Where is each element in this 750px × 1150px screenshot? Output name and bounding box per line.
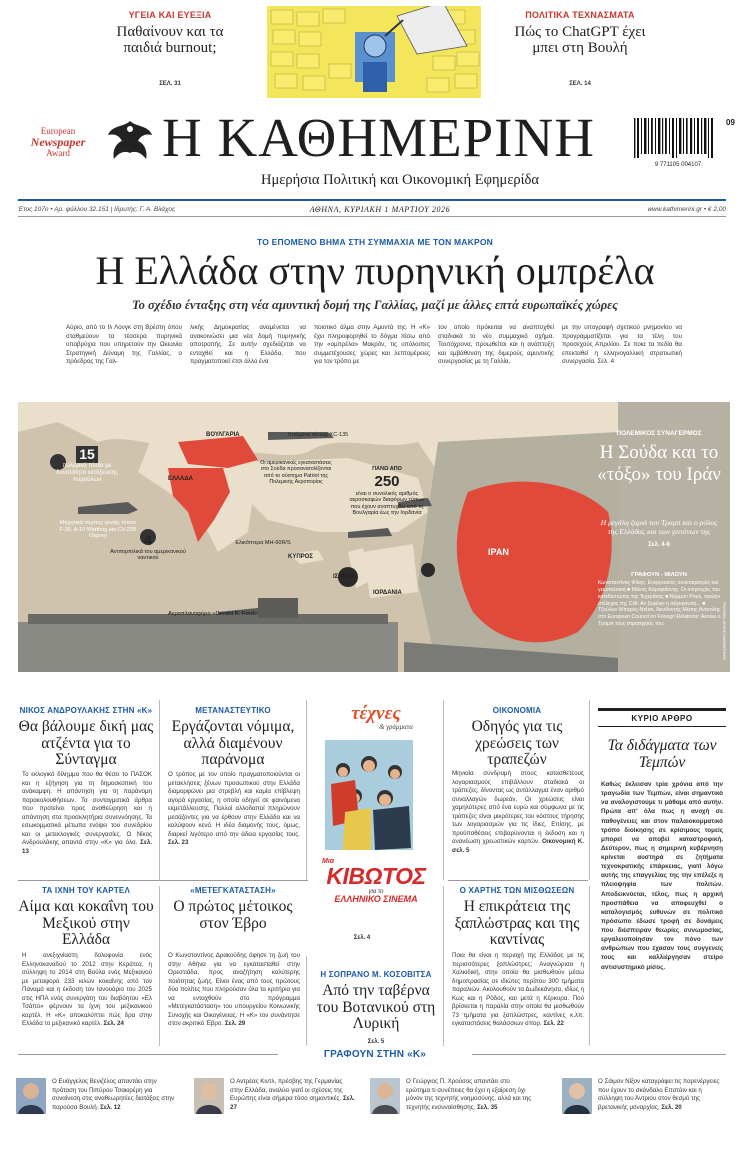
lead-col-4: τον οποίο πρόκειται να αναπτυχθεί σταδιακά το νέο συμμαχικό σχήμα. Ταυτόχρονα, προωθείται και η ανάπτυξη και εμβάθυνση της διμερούς αμυντικής συνεργασίας με τη Γαλλία, <box>438 324 554 366</box>
film-poster[interactable] <box>325 740 413 850</box>
lead-col-2: λικής Δημοκρατίας αναμένεται να ανακοινώσει μια νέα δομή πυρηνικής αποτροπής. Σε αυτήν σχεδιάζεται να ενταχθεί και η Ελλάδα, που πραγματοποιεί έτσι άλλο ένα <box>190 324 306 366</box>
relocation-kicker: «ΜΕΤΕΓΚΑΤΑΣΤΑΣΗ» <box>190 886 276 895</box>
cartel-text: Η ανεξιχνίαστη δολοφονία ενός Ελληνοκαναδού το 2012 στην Κεράτεα, η σύλληψη το 2014 στη Βούλα ενός Μεξικανού με μεταφορά 233 κιλών κοκαΐνης από τον Παναμά και η έκδοση τον Ιανουάριο του 2025 στις ΗΠΑ ενός συνεργάτη του διαβόητου «Ελ Τσάπο» φέρνουν τα ίχνη του μεξικανικού καρτέλ. Η «Κ» αποκαλύπτει πώς δρα στην Ελλάδα το μεξικανικό καρτέλ. Σελ. 24 <box>22 952 152 1028</box>
row-divider <box>18 880 308 881</box>
label-cyprus: ΚΥΠΡΟΣ <box>288 554 313 560</box>
carrier-ship <box>18 622 398 672</box>
lead-subtitle: Το σχέδιο ένταξης στη νέα αμυντική δομή της Γαλλίας, μαζί με άλλες επτά ευρωπαϊκές χώρες <box>132 298 618 312</box>
map-credit: ΓΡΑΦΗΜΑ: ΑΡΧΕΙΟ ΚΑΘΗΜΕΡΙΝΗΣ <box>722 602 726 661</box>
soprano-kicker: Η ΣΟΠΡΑΝΟ Μ. ΚΟΣΟΒΙΤΣΑ <box>320 970 432 979</box>
editorial-rule <box>598 726 726 727</box>
authors-rule-left <box>18 1054 278 1055</box>
soprano-title[interactable]: Από την ταβέρνα του Βοτανικού στη Λυρική <box>316 982 436 1033</box>
teaser-left-title[interactable]: Παθαίνουν και τα παιδιά burnout; <box>116 24 224 57</box>
col-rule <box>159 700 160 880</box>
poster-art <box>325 740 413 850</box>
callout-tankers: Ιπτάμενα τάνκερ KC-135 <box>288 432 349 438</box>
relocation-title[interactable]: Ο πρώτος μέτοικος στον Έβρο <box>173 898 293 932</box>
dateline-right: www.kathimerini.gr • € 2,00 <box>647 206 726 213</box>
author-photo-venizelos <box>16 1078 46 1114</box>
row-divider <box>448 880 588 881</box>
economy-text: Μηνιαία συνδρομή στους κατασθετέους λογαριασμούς επιβάλλουν σταδιακά οι τράπεζες, δίνοντας ως αντάλλαγμα έναν αριθμό συναλλαγών δωρεάν. Οι χρεώσεις είναι χαμηλότερες από ένα ευρώ και σύμφωνα με τις τράπεζες είναι μικρότερες του κόστους τήρησης των λογαριασμών για τις ίδιες. Επίσης, με προϋποθέσεις επιβαρύνονται η έκδοση και η ανανέωση χρεωστικών καρτών. Οικονομική Κ. σελ. 5 <box>452 770 584 854</box>
economy-title[interactable]: Οδηγός για τις χρεώσεις των τραπεζών <box>471 718 563 769</box>
editorial-text: Καθώς έκλεισαν τρία χρόνια από την τραγωδία των Τεμπών, είναι σημαντικό να αναλογιστούμε τι μάθαμε από αυτήν. Πρώτα απ' όλα πως η ανοχή σε παθογένειες και στον παλαιοκομματικό τρόπο διοίκησης σε κρίσιμους τομείς μπορεί να αποβεί καταστροφική. Δεύτερον, πως η σημερινή κυβέρνηση κρίνεται αυστηρά σε ζητήματα τεχνοκρατικής επάρκειας, γιατί λόγω αυτής της επαγγελίας της την επέλεξε η πλειοψηφία των πολιτών. Αποδεικνύεται, τέλος, πως η αρχική προσπάθεια να αποφευχθεί ο καταλογισμός ευθυνών σε πολιτικό πρόσωπο έδωσε τροφή σε δυνάμεις που διέσπειραν θεωρίες συνωμοσίας, εργαλειοποίησαν τον πόνο των ανθρώπων που έχασαν τους συγγενείς τους και καλλιέργησαν στείρο αντισυστημικό μίσος. <box>601 781 723 971</box>
lead-headline[interactable]: Η Ελλάδα στην πυρηνική ομπρέλα <box>95 248 655 293</box>
androulakis-title[interactable]: Θα βάλουμε δική μας ατζέντα για το Σύνταγμα <box>18 718 154 769</box>
beaches-title[interactable]: Η επικράτεια της ξαπλώστρας και της καντίνας <box>454 898 580 949</box>
cartel-title[interactable]: Αίμα και κοκαΐνη του Μεξικού στην Ελλάδα <box>18 898 154 949</box>
col-rule <box>589 886 590 1046</box>
label-greece: ΕΛΛΑΔΑ <box>168 476 193 482</box>
kivotos-logo[interactable]: Μια ΚΙΒΩΤΟΣ για το ΕΛΛΗΝΙΚΟ ΣΙΝΕΜΑ <box>322 858 426 904</box>
lead-col-5: με την υπογραφή σχετικού μνημονίου να προγραμματίζεται για τα τέλη του προσεχούς Απριλίου. Σε ποια τα πεδία θα επεκταθεί η ελληνογαλλική στρατιωτική συνεργασία. Σελ. 4 <box>562 324 682 366</box>
arts-brand: τέχνες <box>351 703 401 724</box>
author-photo-chrousos <box>370 1078 400 1114</box>
col-rule <box>306 956 307 1046</box>
col-rule <box>443 886 444 1046</box>
teaser-right-title[interactable]: Πώς το ChatGPT έχει μπει στη Βουλή <box>514 24 646 57</box>
editorial-title[interactable]: Τα διδάγματα των Τεμπών <box>607 737 717 771</box>
feature-text: Κωνσταντίνος Φίλης: Ενεργειακός συνεταιρισμός και γεωπολιτική ■ Μάνος Καραγιάννης: Οι ανησυχίες του κατεθεστώτος της Τεχεράνης ■ Νόρμαν Ρουλ, πρώην στέλεχος της CIA: Αν ξεφύγει η σύγκρουση... ■ Τζούλιεν Μπαρνς-Ντέισι, διευθυντής Μέσης Ανατολής στο European Council on Foreign Relations: Ακούει ο Τραμπ τους στρατηγούς του; <box>598 580 721 628</box>
author-chrousos[interactable]: Ο Γεώργιος Π. Χρούσος απαντάει στο ερώτημα τι συνέπειες θα έχει η εξαίρεση όχι μόνον της τεχνητής νοημοσύνης, αλλά και της τεχνητής ενσυναίσθησης. Σελ. 35 <box>406 1078 532 1111</box>
label-iran: ΙΡΑΝ <box>488 547 509 557</box>
migration-title[interactable]: Εργάζονται νόμιμα, αλλά διαμένουν παράνομα <box>171 718 295 769</box>
authors-rule-right <box>472 1054 726 1055</box>
author-photo-kindl <box>194 1078 224 1114</box>
teaser-illustration[interactable] <box>267 6 481 98</box>
callout-patriot: Οι αμερικανικές εγκαταστάσεις στο Σούδα προσανατολίζονται από το σύστημα Patriot της Πολεμικής Αεροπορίας <box>260 460 332 486</box>
beaches-text: Ποια θα είναι η περιοχή της Ελλάδας με τις περισσότερες ξαπλώστρες; Αναγνώρισα η Χαλκιδική, στην οποία θα μισθωθούν μέσω δημοπρασίας σε ιδιώτες περίπου 300 τμήματα παραλιών. Ακολουθούν τα Δωδεκάνησα, ιδίως η Κως και η Ρόδος, και μετά η Κέρκυρα. Πού βρίσκεται η παραλία στην οποία θα μισθωθούν 73 τμήματα για ξαπλώστρες, καντίνες κ.λπ. εγκαταστάσεις θαλάσσιων σπορ. Σελ. 22 <box>452 952 584 1028</box>
callout-destroyers: 4 Αντιτορπιλικά του αμερικανικού ναυτικού <box>110 532 186 562</box>
col-rule <box>306 700 307 880</box>
col-rule <box>589 700 590 880</box>
military-map[interactable] <box>18 402 730 672</box>
beaches-kicker: Ο ΧΑΡΤΗΣ ΤΩΝ ΜΙΣΘΩΣΕΩΝ <box>459 886 575 895</box>
soprano-page: Σελ. 5 <box>367 1039 385 1045</box>
lead-col-3: ποιοτικό άλμα στην Αμυντά της. Η «Κ» έχει πληροφορηθεί το δόγμα πίσω από την «ομπρέλα» Μακρόν, τις υπόλοιπες συμμετέχουσες χώρες και λεπτομέρειες για τον τρόπο με <box>314 324 430 366</box>
teaser-right-kicker: ΠΟΛΙΤΙΚΑ ΤΕΧΝΑΣΜΑΤΑ <box>525 10 635 20</box>
lead-kicker: ΤΟ ΕΠΟΜΕΝΟ ΒΗΜΑ ΣΤΗ ΣΥΜΜΑΧΙΑ ΜΕ ΤΟΝ ΜΑΚΡΟΝ <box>257 237 493 247</box>
label-israel: ΙΣΡΑΗΛ <box>333 574 355 580</box>
authors-header: ΓΡΑΦΟΥΝ ΣΤΗΝ «Κ» <box>323 1049 427 1060</box>
lead-col-1: Αύριο, από το Ιλ Λονγκ στη Βρέστη όπου σταθμεύουν τα τέσσερα πυρηνικά υποβρύχια που υπηρετούν την Ωκεανία Στρατηγική Δύναμη της Γαλλίας, ο πρόεδρος της Γαλ- <box>66 324 182 366</box>
androulakis-kicker: ΝΙΚΟΣ ΑΝΔΡΟΥΛΑΚΗΣ ΣΤΗΝ «Κ» <box>19 706 153 715</box>
callout-ships: 15 πολεμικά πλοία με δυνατότητα εκτόξευσης πυραύλων <box>56 446 118 484</box>
notes-board-illustration <box>267 6 481 98</box>
callout-aircraft: ΠΑΝΩ ΑΠΟ 250 είναι ο συνολικός αριθμός αεροσκαφών διαφόρων τύπων που έχουν αναπτυχθεί από τη Βουλγαρία έως την Ιορδανία <box>349 466 425 517</box>
editorial-top-rule <box>598 708 726 711</box>
feature-subtitle: Η μεγάλη ζαριά του Τραμπ και ο ρόλος της Ελλάδας και των γειτόνων της <box>600 518 718 537</box>
arts-page: Σελ. 4 <box>353 935 371 941</box>
callout-carrier: Αεροπλανοφόρο «Gerald R. Ford» <box>168 611 258 617</box>
label-jordan: ΙΟΡΔΑΝΙΑ <box>373 590 402 596</box>
callout-fighters: Μαχητικά πέρπης γενιάς τύπου F-35, A-10 Warthog και CV-22B Osprey <box>59 520 137 540</box>
masthead-title[interactable]: Η ΚΑΘΗΜΕΡΙΝΗ <box>162 107 595 168</box>
barcode: 9 771105 004107 <box>632 118 724 170</box>
masthead-subtitle: Ημερήσια Πολιτική και Οικονομική Εφημερίδα <box>261 172 539 188</box>
teaser-left-page: ΣΕΛ. 31 <box>159 81 181 87</box>
relocation-text: Ο Κωνσταντίνος Δρακούδης άφησε τη ζωή του στην Αθήνα για να εγκατασταθεί στην Ορεστιάδα, προς αναζήτηση καλύτερης ποιότητας ζωής. Είναι ένας από τους πρώτους δύο πολίτες που πληρούσαν όλα τα κριτήρια για να ενταχθούν στο πρόγραμμα «Μετεγκατάσταση» του υπουργείου Κοινωνικής Συνοχής και Οικογένειας. Η «Κ» τον συνάντησε στον ακριτικό Έβρο. Σελ. 29 <box>168 952 300 1028</box>
migration-text: Ο τρόπος με τον οποίο πραγματοποιούνται οι μετακλήσεις ξένων προσωπικού στην Ελλάδα διαμορφώνει μια στρεβλή και καμία επίβλεψη αγορά εργασίας, η οποία οδηγεί σε φαινόμενα εκμετάλλευσης. Πολλοί αλλοδαποί πληρώνουν μεσάζοντες για να έρθουν στην Ελλάδα και να καλύψουν κενό. Η ιδέα διαμονής τους, όμως, διαρκεί λιγότερο από την άδεια εργασίας τους. Σελ. 23 <box>168 771 300 847</box>
dateline-left: Έτος 107ο • Αρ. φύλλου 32.151 | Ιδρυτής: Γ. Α. Βλάχος <box>18 206 176 213</box>
migration-kicker: ΜΕΤΑΝΑΣΤΕΥΤΙΚΟ <box>195 706 271 715</box>
feature-title[interactable]: Η Σούδα και το «τόξο» του Ιράν <box>597 442 721 485</box>
col-rule <box>159 886 160 1046</box>
cartel-kicker: ΤΑ ΙΧΝΗ ΤΟΥ ΚΑΡΤΕΛ <box>42 886 130 895</box>
award-badge: European Newspaper Award <box>30 126 86 159</box>
arts-section[interactable] <box>312 704 440 731</box>
author-nixon[interactable]: Ο Σάιμον Νίξον καταγράφει τις παρενέργειες που έχουν το σκάνδαλο Επστάιν και η σύλληψη του Άντριου στον θεσμό της βρετανικής μοναρχίας. Σελ. 20 <box>598 1078 720 1111</box>
label-bulgaria: ΒΟΥΛΓΑΡΙΑ <box>206 432 240 438</box>
economy-kicker: ΟΙΚΟΝΟΜΙΑ <box>492 706 542 715</box>
author-photo-nixon <box>562 1078 592 1114</box>
map-iran <box>457 482 612 643</box>
dateline-center: ΑΘΗΝΑ, ΚΥΡΙΑΚΗ 1 ΜΑΡΤΙΟΥ 2026 <box>309 205 451 214</box>
masthead-rule <box>18 199 726 201</box>
teaser-right-page: ΣΕΛ. 14 <box>569 81 591 87</box>
teaser-left-kicker: ΥΓΕΙΑ ΚΑΙ ΕΥΕΞΙΑ <box>128 10 212 20</box>
feature-kicker: ΠΟΛΕΜΙΚΟΣ ΣΥΝΑΓΕΡΜΟΣ <box>616 430 702 437</box>
callout-helicopters: Ελικόπτερα MH-60R/S <box>235 540 291 546</box>
author-venizelos[interactable]: Ο Ευάγγελος Βενιζέλος απαντάει στην πρόταση του Πιπύρου Τσακιρέρη για συναίνεση στις αναθεωρητέες διατάξεις στην παρούσα Βουλή. Σελ. 12 <box>52 1078 175 1111</box>
author-kindl[interactable]: Ο Αντρέας Κιντλ, πρέσβης της Γερμανίας στην Ελλάδα, αναλύει γιατί οι σχέσεις της Ευρώπης είναι σήμερα τόσο σημαντικές. Σελ. 27 <box>230 1078 355 1111</box>
eagle-logo-icon <box>104 115 156 167</box>
androulakis-text: Το εκλογικό δίλημμα που θα θέσει το ΠΑΣΟΚ και η εξήγηση για τη δημοσκοπική του ανάκαμψη. Η απάντηση για τη παράνομη παρακολουθήσεων. Τα συνταγματικά άρθρα που προτείνει προς αναθεώρηση και η απάντηση στα προσκλητήρια συνεννόησης. Τα εσωκομματικά μέτωπα ενόψει του συνεδρίου και οι μετεκλογικές συνεργασίες. Ο Νίκος Ανδρουλάκης απαντά στην «Κ» για όλα. Σελ. 13 <box>22 771 152 855</box>
arts-brand-sub: & γράμματα <box>379 723 413 731</box>
feature-page: Σελ. 4-8 <box>648 542 670 548</box>
dateline-rule <box>18 216 726 217</box>
feature-byline: ΓΡΑΦΟΥΝ - ΜΙΛΟΥΝ <box>631 572 687 578</box>
col-rule <box>443 700 444 880</box>
edition-number: 09 <box>726 118 735 127</box>
editorial-kicker: ΚΥΡΙΟ ΑΡΘΡΟ <box>631 714 693 723</box>
